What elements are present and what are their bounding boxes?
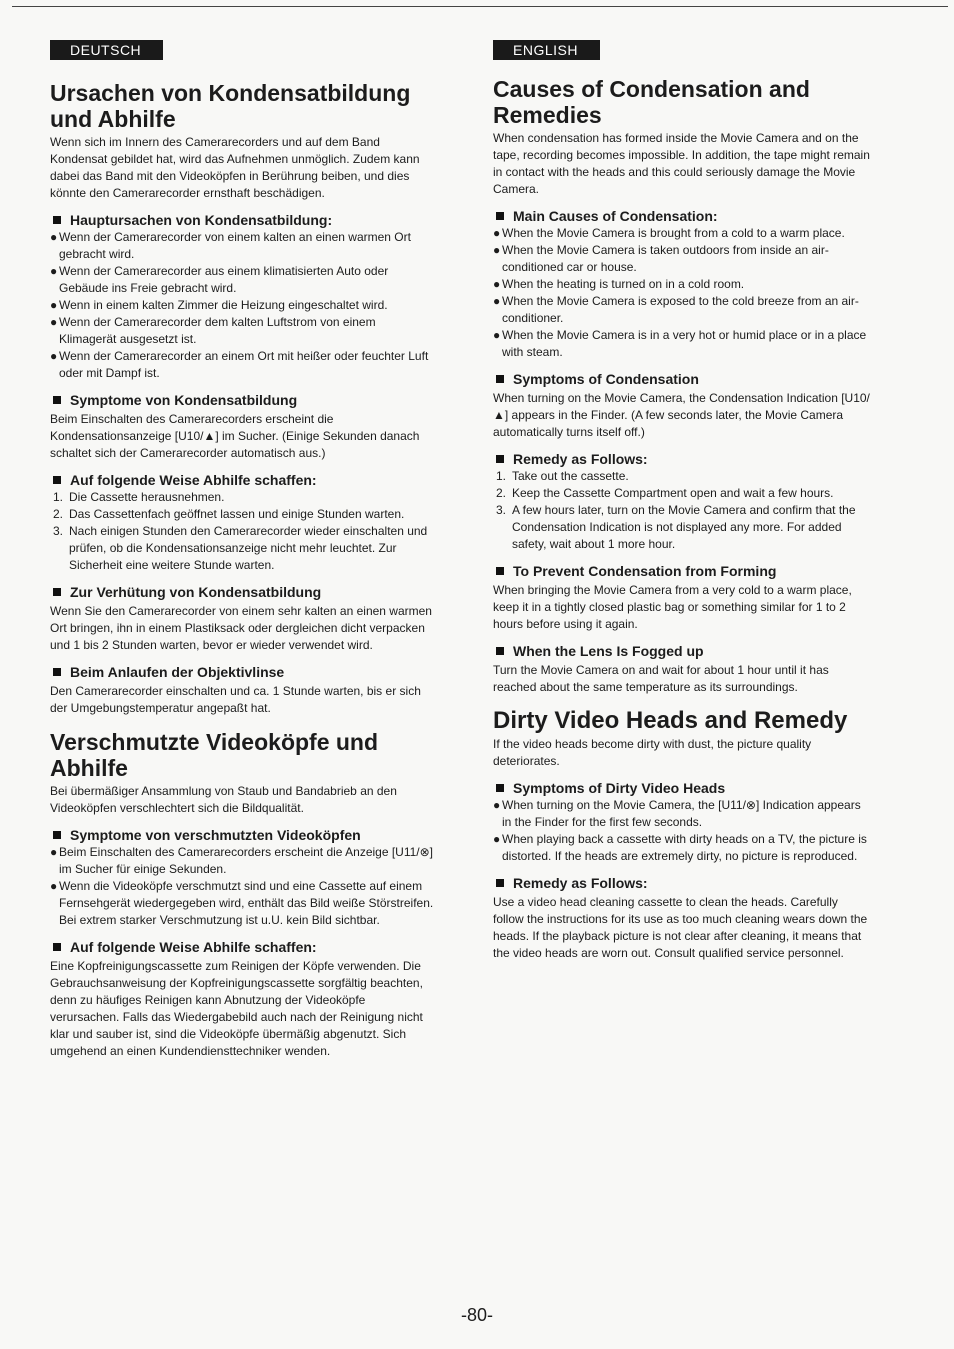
causes-list (50, 229, 434, 382)
language-tag-deutsch: DEUTSCH (50, 40, 163, 60)
list-item (493, 225, 871, 242)
list-item (50, 263, 434, 297)
dirty-remedy-paragraph: Use a video head cleaning cassette to clean the heads. Carefully follow the instructions for its use as too much cleaning wears down the heads. If the playback picture is not clear after cleaning, it means that the video heads are worn out. Consult qualified service personnel. (493, 895, 868, 960)
page-number: -80- (460, 1305, 493, 1325)
lens-paragraph: Turn the Movie Camera on and wait for about 1 hour until it has reached about the same temperature as its surroundings. (493, 663, 829, 694)
bullet-icon: ● (50, 879, 58, 893)
title-line: und Abhilfe (50, 106, 176, 132)
list-item (493, 293, 871, 327)
step-item (493, 485, 871, 502)
subheading-text: When the Lens Is Fogged up (513, 643, 704, 659)
step-item (50, 523, 434, 574)
square-bullet-icon (53, 588, 61, 596)
list-item (493, 242, 871, 276)
subheading-lens (496, 642, 871, 660)
dirty-remedy-paragraph: Eine Kopfreinigungscassette zum Reinigen der Köpfe verwenden. Die Gebrauchsanweisung der Kopfreinigungscassette sorgfältig beachten, denn zu häufiges Reinigen kann Abnutzung der Videoköpfe verursachen. Falls das Wiedergabebild auch nach der Reinigung nicht klar und sauber ist, sind die Videoköpfe übermäßig abgenutzt. Sich umgehend an einen Kundendiensttechniker wenden. (50, 959, 423, 1058)
top-rule (12, 6, 948, 7)
step-number: 1. (53, 490, 64, 504)
english-column (493, 40, 871, 962)
dirty-intro-paragraph: Bei übermäßiger Ansammlung von Staub und Bandabrieb an den Videoköpfen verschlechtert sich die Bildqualität. (50, 784, 397, 815)
bullet-icon: ● (493, 328, 501, 342)
subheading-prevent (496, 562, 871, 580)
subheading-dirty-symptoms (496, 779, 871, 797)
square-bullet-icon (496, 647, 504, 655)
square-bullet-icon (53, 216, 61, 224)
subheading-remedy (53, 471, 434, 489)
bullet-icon: ● (50, 264, 58, 278)
square-bullet-icon (496, 567, 504, 575)
step-text: A few hours later, turn on the Movie Camera and confirm that the Condensation Indication is not displayed any more. For added safety, wait about 1 more hour. (512, 503, 856, 551)
bullet-icon: ● (493, 226, 501, 240)
list-item-text: Wenn der Camerarecorder an einem Ort mit heißer oder feuchter Luft oder mit Dampf ist. (59, 349, 429, 380)
step-number: 3. (496, 503, 507, 517)
subheading-text: Hauptursachen von Kondensatbildung: (70, 212, 333, 228)
list-item-text: Wenn der Camerarecorder von einem kalten an einen warmen Ort gebracht wird. (59, 230, 411, 261)
subheading-causes (496, 207, 871, 225)
square-bullet-icon (53, 943, 61, 951)
bullet-icon: ● (50, 298, 58, 312)
list-item-text: Wenn in einem kalten Zimmer die Heizung eingeschaltet wird. (59, 298, 388, 312)
section-title-dirty-heads-de (50, 729, 434, 781)
subheading-text: Beim Anlaufen der Objektivlinse (70, 664, 285, 680)
subheading-text: Remedy as Follows: (513, 451, 648, 467)
bullet-icon: ● (50, 845, 58, 859)
language-tag-english: ENGLISH (493, 40, 600, 60)
list-item (493, 276, 871, 293)
list-item (50, 844, 434, 878)
square-bullet-icon (53, 476, 61, 484)
subheading-remedy (496, 450, 871, 468)
subheading-text: Symptoms of Dirty Video Heads (513, 780, 726, 796)
list-item (50, 878, 434, 929)
subheading-text: Symptoms of Condensation (513, 371, 699, 387)
step-text: Die Cassette herausnehmen. (69, 490, 225, 504)
step-item (50, 506, 434, 523)
list-item-text: When turning on the Movie Camera, the [U11/⊗] Indication appears in the Finder for the first few seconds. (502, 798, 861, 829)
subheading-symptoms (496, 370, 871, 388)
list-item-text: When playing back a cassette with dirty heads on a TV, the picture is distorted. If the heads are extremely dirty, no picture is reproduced. (502, 832, 867, 863)
bullet-icon: ● (493, 832, 501, 846)
step-number: 2. (53, 507, 64, 521)
list-item-text: Wenn der Camerarecorder dem kalten Luftstrom von einem Klimagerät ausgesetzt ist. (59, 315, 376, 346)
list-item-text: When the Movie Camera is brought from a cold to a warm place. (502, 226, 845, 240)
subheading-text: Main Causes of Condensation: (513, 208, 718, 224)
bullet-icon: ● (50, 315, 58, 329)
list-item (493, 797, 871, 831)
list-item-text: When the heating is turned on in a cold room. (502, 277, 745, 291)
list-item-text: When the Movie Camera is taken outdoors from inside an air-conditioned car or house. (502, 243, 829, 274)
causes-list (493, 225, 871, 361)
bullet-icon: ● (493, 798, 501, 812)
list-item (50, 348, 434, 382)
list-item-text: Wenn die Videoköpfe verschmutzt sind und eine Cassette auf einem Fernsehgerät wiedergegeben wird, enthält das Bild weiße Störstreifen. Bei extrem starker Verschmutzung ist u.U. kein Bild sichtbar. (59, 879, 434, 927)
list-item (493, 831, 871, 865)
section-title-dirty-heads-en (493, 708, 871, 734)
list-item-text: Beim Einschalten des Camerarecorders erscheint die Anzeige [U11/⊗] im Sucher für einige Sekunden. (59, 845, 434, 876)
subheading-dirty-remedy (496, 874, 871, 892)
subheading-text: Zur Verhütung von Kondensatbildung (70, 584, 322, 600)
list-item-text: When the Movie Camera is exposed to the cold breeze from an air-conditioner. (502, 294, 859, 325)
german-column (50, 40, 434, 1060)
step-item (493, 502, 871, 553)
step-number: 1. (496, 469, 507, 483)
bullet-icon: ● (50, 349, 58, 363)
square-bullet-icon (53, 831, 61, 839)
subheading-text: Auf folgende Weise Abhilfe schaffen: (70, 472, 317, 488)
title-line: Ursachen von Kondensatbildung (50, 80, 411, 106)
subheading-text: Auf folgende Weise Abhilfe schaffen: (70, 939, 317, 955)
list-item-text: Wenn der Camerarecorder aus einem klimatisierten Auto oder Gebäude ins Freie gebracht wird. (59, 264, 389, 295)
section-title-condensation-de (50, 80, 434, 132)
title-line: Remedies (493, 102, 602, 128)
bullet-icon: ● (50, 230, 58, 244)
subheading-dirty-symptoms (53, 826, 434, 844)
square-bullet-icon (496, 212, 504, 220)
step-text: Keep the Cassette Compartment open and wait a few hours. (512, 486, 834, 500)
square-bullet-icon (53, 668, 61, 676)
list-item (493, 327, 871, 361)
symptoms-paragraph: Beim Einschalten des Camerarecorders erscheint die Kondensationsanzeige [U10/▲] im Sucher. (Einige Sekunden danach schaltet sich der Camerarecorder automatisch aus.) (50, 412, 420, 460)
list-item (50, 229, 434, 263)
square-bullet-icon (496, 879, 504, 887)
lens-paragraph: Den Camerarecorder einschalten und ca. 1 Stunde warten, bis er sich der Umgebungstemperatur angepaßt hat. (50, 684, 421, 715)
subheading-text: Symptome von verschmutzten Videoköpfen (70, 827, 361, 843)
section-title-condensation-en (493, 76, 871, 128)
prevent-paragraph: When bringing the Movie Camera from a very cold to a warm place, keep it in a tightly closed plastic bag or something similar for 1 to 2 hours before using it again. (493, 583, 852, 631)
step-item (50, 489, 434, 506)
square-bullet-icon (496, 375, 504, 383)
intro-paragraph: Wenn sich im Innern des Camerarecorders und auf dem Band Kondensat gebildet hat, wird das Aufnehmen unmöglich. Zudem kann dabei das Band mit den Videoköpfen in Berührung beiben, und dies könnte den Camerarecorder ernsthaft beschädigen. (50, 135, 420, 200)
title-line: Causes of Condensation and (493, 76, 810, 102)
step-text: Nach einigen Stunden den Camerarecorder wieder einschalten und prüfen, ob die Kondensationsanzeige nicht mehr leuchtet. Zur Sicherheit eine weitere Stunde warten. (69, 524, 428, 572)
dirty-symptoms-list (493, 797, 871, 865)
dirty-symptoms-list (50, 844, 434, 929)
remedy-steps (50, 489, 434, 574)
subheading-text: Remedy as Follows: (513, 875, 648, 891)
subheading-causes (53, 211, 434, 229)
bullet-icon: ● (493, 294, 501, 308)
symptoms-paragraph: When turning on the Movie Camera, the Condensation Indication [U10/▲] appears in the Finder. (A few seconds later, the Movie Camera automatically turns itself off.) (493, 391, 870, 439)
square-bullet-icon (496, 455, 504, 463)
subheading-text: Symptome von Kondensatbildung (70, 392, 298, 408)
title-line: Abhilfe (50, 755, 128, 781)
list-item (50, 314, 434, 348)
title-line: Verschmutzte Videoköpfe und (50, 729, 379, 755)
title-line: Dirty Video Heads and Remedy (493, 707, 848, 734)
bullet-icon: ● (493, 277, 501, 291)
square-bullet-icon (53, 396, 61, 404)
subheading-prevent (53, 583, 434, 601)
square-bullet-icon (496, 784, 504, 792)
subheading-symptoms (53, 391, 434, 409)
step-number: 2. (496, 486, 507, 500)
list-item (50, 297, 434, 314)
step-item (493, 468, 871, 485)
subheading-text: To Prevent Condensation from Forming (513, 563, 777, 579)
step-text: Das Cassettenfach geöffnet lassen und einige Stunden warten. (69, 507, 405, 521)
intro-paragraph: When condensation has formed inside the Movie Camera and on the tape, recording becomes impossible. In addition, the tape might remain in contact with the heads and this could seriously damage the Movie Camera. (493, 131, 870, 196)
list-item-text: When the Movie Camera is in a very hot or humid place or in a place with steam. (502, 328, 867, 359)
bullet-icon: ● (493, 243, 501, 257)
dirty-intro-paragraph: If the video heads become dirty with dust, the picture quality deteriorates. (493, 737, 812, 768)
remedy-steps (493, 468, 871, 553)
step-number: 3. (53, 524, 64, 538)
subheading-dirty-remedy (53, 938, 434, 956)
subheading-lens (53, 663, 434, 681)
step-text: Take out the cassette. (512, 469, 629, 483)
prevent-paragraph: Wenn Sie den Camerarecorder von einem sehr kalten an einen warmen Ort bringen, ihn in einem Plastiksack oder dergleichen dicht verpacken und 1 bis 2 Stunden warten, bevor er wieder verwendet wird. (50, 604, 432, 652)
